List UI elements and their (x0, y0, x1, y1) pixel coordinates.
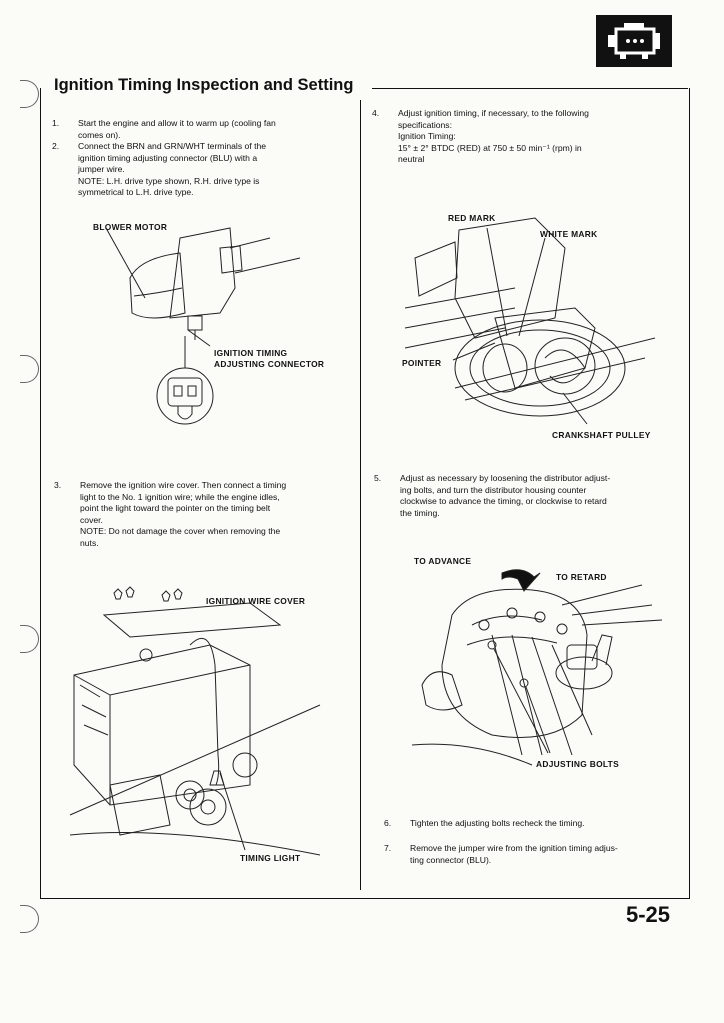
pointer-label: POINTER (402, 358, 442, 368)
step-text: Connect the BRN and GRN/WHT terminals of the ignition timing adjusting connector (BLU) with a jumper wire. NOTE: L.H. drive type shown, R.H. drive type is symmetrical to L.H. drive type. (78, 141, 267, 198)
column-divider (360, 100, 361, 890)
ignition-wire-cover-label: IGNITION WIRE COVER (206, 596, 306, 606)
connector-label-line2: ADJUSTING CONNECTOR (214, 359, 325, 369)
distributor-illustration (412, 565, 672, 765)
binder-hole (20, 355, 39, 383)
blower-motor-label: BLOWER MOTOR (93, 222, 168, 232)
connector-label-line1: IGNITION TIMING (214, 348, 288, 358)
binder-hole (20, 905, 39, 933)
step-text: Remove the ignition wire cover. Then connect a timing light to the No. 1 ignition wire; while the engine idles, point the light toward the pointer on the timing belt cover. NOTE: Do not damage the cover when removing the nuts. (80, 480, 287, 548)
step-text: Remove the jumper wire from the ignition timing adjus- ting connector (BLU). (410, 843, 618, 865)
step-number: 7. (384, 843, 392, 853)
red-mark-label: RED MARK (448, 213, 496, 223)
step-number: 4. (372, 108, 380, 118)
to-advance-label: TO ADVANCE (414, 556, 472, 566)
timing-light-label: TIMING LIGHT (240, 853, 301, 863)
step-number: 3. (54, 480, 62, 490)
step-text: Tighten the adjusting bolts recheck the timing. (410, 818, 585, 828)
binder-hole (20, 625, 39, 653)
step-number: 1. (52, 118, 60, 128)
step-number: 6. (384, 818, 392, 828)
connector-location-illustration (70, 218, 350, 448)
step-text: Start the engine and allow it to warm up (cooling fan comes on). (78, 118, 276, 140)
step-number: 5. (374, 473, 382, 483)
crankshaft-pulley-illustration (395, 218, 685, 428)
binder-hole (20, 80, 39, 108)
engine-icon (596, 15, 672, 67)
page-number: 5-25 (626, 902, 671, 927)
crankshaft-pulley-label: CRANKSHAFT PULLEY (552, 430, 651, 440)
section-tab (596, 15, 672, 67)
page-title: Ignition Timing Inspection and Setting (54, 76, 354, 94)
white-mark-label: WHITE MARK (540, 229, 598, 239)
timing-light-illustration (70, 585, 330, 865)
step-number: 2. (52, 141, 60, 151)
step-text: Adjust ignition timing, if necessary, to the following specifications: Ignition Timing: 15° ± 2° BTDC (RED) at 750 ± 50 min⁻¹ (rpm) in neutral (398, 108, 589, 165)
step-text: Adjust as necessary by loosening the distributor adjust- ing bolts, and turn the distributor housing counter clockwise to advance the timing, or clockwise to retard the timing. (400, 473, 611, 518)
adjusting-bolts-label: ADJUSTING BOLTS (536, 759, 619, 769)
to-retard-label: TO RETARD (556, 572, 607, 582)
